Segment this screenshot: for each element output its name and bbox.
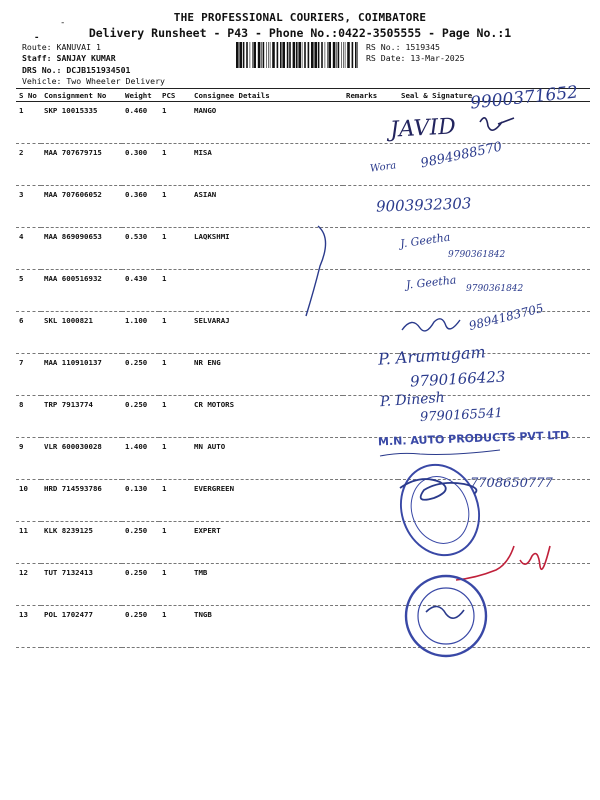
row-pcs: 1 xyxy=(159,354,191,396)
barcode-bar xyxy=(239,42,242,68)
row-consignment: KLK 8239125 xyxy=(41,522,122,564)
row-remarks xyxy=(343,102,398,144)
row-consignee: ASIAN xyxy=(191,186,343,228)
barcode-bar xyxy=(333,42,336,68)
barcode-bar xyxy=(336,42,337,68)
r1-phone-handwriting: 9900371652 xyxy=(469,82,579,114)
route-line xyxy=(22,42,101,52)
col-consignee-header: Consignee Details xyxy=(191,89,343,102)
row-consignee: LAQKSHMI xyxy=(191,228,343,270)
r4-phone-handwriting: 9790361842 xyxy=(448,250,506,260)
table-row xyxy=(16,522,590,564)
vehicle-line xyxy=(22,76,165,86)
r7-phone-handwriting: 9790166423 xyxy=(409,367,506,391)
barcode-bar xyxy=(268,42,269,68)
r10-phone-handwriting: 7708650777 xyxy=(470,476,553,491)
table-row xyxy=(16,480,590,522)
barcode-bar xyxy=(357,42,358,68)
col-signature-header: Seal & Signature xyxy=(398,89,590,102)
barcode-bar xyxy=(308,42,310,68)
barcode-bar xyxy=(253,42,256,68)
runsheet-subtitle: Delivery Runsheet - P43 - Phone No.:0422-3505555 - Page No.:1 xyxy=(88,26,512,40)
row-sno: 11 xyxy=(16,522,41,564)
row-signature xyxy=(398,144,590,186)
barcode-bar xyxy=(352,42,354,68)
row-consignee: TNGB xyxy=(191,606,343,648)
table-row xyxy=(16,564,590,606)
barcode-bar xyxy=(258,42,261,68)
drs-value: DCJB151934501 xyxy=(66,65,131,75)
row-consignee: EXPERT xyxy=(191,522,343,564)
r1-name-signature: JAVID xyxy=(389,114,457,143)
r2-note-handwriting: Wora xyxy=(369,160,398,175)
row-consignee: TMB xyxy=(191,564,343,606)
barcode-bar xyxy=(236,42,239,68)
barcode-bar xyxy=(328,42,331,68)
col-weight-header: Weight xyxy=(122,89,159,102)
row-sno: 5 xyxy=(16,270,41,312)
row-sno: 6 xyxy=(16,312,41,354)
r7-name-signature: P. Arumugam xyxy=(377,342,487,369)
col-remarks-header: Remarks xyxy=(343,89,398,102)
row-weight: 1.100 xyxy=(122,312,159,354)
row-sno: 1 xyxy=(16,102,41,144)
row-consignee: MISA xyxy=(191,144,343,186)
barcode-bar xyxy=(341,42,342,68)
barcode-bar xyxy=(302,42,303,68)
row-weight: 0.250 xyxy=(122,396,159,438)
table-row xyxy=(16,102,590,144)
row-weight: 0.430 xyxy=(122,270,159,312)
rs-no-label: RS No.: xyxy=(366,42,401,52)
staff-value: SANJAY KUMAR xyxy=(56,53,116,63)
row-remarks xyxy=(343,564,398,606)
row-weight: 0.250 xyxy=(122,522,159,564)
barcode-bar xyxy=(355,42,357,68)
barcode-bar xyxy=(298,42,301,68)
barcode-bar xyxy=(282,42,285,68)
row-consignment: VLR 600030028 xyxy=(41,438,122,480)
row-remarks xyxy=(343,144,398,186)
row-consignment: MAA 707606052 xyxy=(41,186,122,228)
table-header-row xyxy=(16,89,590,102)
row-signature xyxy=(398,228,590,270)
row-remarks xyxy=(343,396,398,438)
barcode-bar xyxy=(345,42,346,68)
row-pcs: 1 xyxy=(159,438,191,480)
row-consignee: MANGO xyxy=(191,102,343,144)
barcode-bar xyxy=(270,42,271,68)
row-pcs: 1 xyxy=(159,564,191,606)
row-pcs: 1 xyxy=(159,270,191,312)
mn-auto-stamp: M.N. AUTO PRODUCTS PVT LTD xyxy=(377,428,570,449)
barcode-bar xyxy=(304,42,306,68)
row-consignment: MAA 869090653 xyxy=(41,228,122,270)
row-pcs: 1 xyxy=(159,606,191,648)
row-remarks xyxy=(343,354,398,396)
row-remarks xyxy=(343,312,398,354)
row-consignee: EVERGREEN xyxy=(191,480,343,522)
barcode-bar xyxy=(246,42,248,68)
row-signature xyxy=(398,270,590,312)
barcode-bar xyxy=(272,42,275,68)
row-consignee: NR ENG xyxy=(191,354,343,396)
barcode-bar xyxy=(293,42,296,68)
r5-phone-handwriting: 9790361842 xyxy=(466,284,524,294)
row-sno: 4 xyxy=(16,228,41,270)
col-sno-header: S No xyxy=(16,89,41,102)
dash-mark: - xyxy=(34,33,40,43)
row-signature xyxy=(398,480,590,522)
r5-name-signature: J. Geetha xyxy=(405,273,457,292)
row-weight: 0.130 xyxy=(122,480,159,522)
row-weight: 0.250 xyxy=(122,606,159,648)
barcode-bar xyxy=(343,42,344,68)
row-sno: 12 xyxy=(16,564,41,606)
rs-date-value: 13-Mar-2025 xyxy=(410,53,465,63)
row-sno: 8 xyxy=(16,396,41,438)
row-pcs: 1 xyxy=(159,522,191,564)
barcode-bar xyxy=(252,42,253,68)
barcode-bar xyxy=(266,42,267,68)
row-consignee: SELVARAJ xyxy=(191,312,343,354)
row-weight: 1.400 xyxy=(122,438,159,480)
rs-date-line xyxy=(366,53,465,63)
barcode xyxy=(236,42,358,68)
row-signature xyxy=(398,102,590,144)
row-remarks xyxy=(343,606,398,648)
col-pcs-header: PCS xyxy=(159,89,191,102)
barcode-bar xyxy=(289,42,291,68)
row-remarks xyxy=(343,186,398,228)
runsheet-table xyxy=(16,88,590,648)
row-signature xyxy=(398,606,590,648)
staff-line xyxy=(22,53,116,63)
barcode-bar xyxy=(243,42,245,68)
route-value: KANUVAI 1 xyxy=(56,42,101,52)
row-consignment: TRP 7913774 xyxy=(41,396,122,438)
r8-name-signature: P. Dinesh xyxy=(379,389,446,411)
row-pcs: 1 xyxy=(159,102,191,144)
table-row xyxy=(16,186,590,228)
dash-mark-2: - xyxy=(60,18,66,28)
r8-phone-handwriting: 9790165541 xyxy=(419,405,504,426)
row-consignment: SKP 10015335 xyxy=(41,102,122,144)
row-sno: 2 xyxy=(16,144,41,186)
row-remarks xyxy=(343,522,398,564)
vehicle-label: Vehicle: xyxy=(22,76,62,86)
row-consignment: SKL 1000821 xyxy=(41,312,122,354)
table-row xyxy=(16,438,590,480)
row-signature xyxy=(398,522,590,564)
row-weight: 0.250 xyxy=(122,354,159,396)
row-consignee xyxy=(191,270,343,312)
r6-phone-handwriting: 9894183705 xyxy=(467,300,545,334)
barcode-bar xyxy=(314,42,317,68)
barcode-bar xyxy=(318,42,320,68)
row-weight: 0.250 xyxy=(122,564,159,606)
row-signature xyxy=(398,564,590,606)
company-title: THE PROFESSIONAL COURIERS, COIMBATORE xyxy=(173,11,427,24)
route-label: Route: xyxy=(22,42,52,52)
row-pcs: 1 xyxy=(159,144,191,186)
drs-line xyxy=(22,65,130,75)
vehicle-value: Two Wheeler Delivery xyxy=(66,76,165,86)
barcode-bar xyxy=(250,42,251,68)
barcode-bar xyxy=(327,42,328,68)
row-signature xyxy=(398,312,590,354)
barcode-bar xyxy=(321,42,323,68)
barcode-bar xyxy=(296,42,298,68)
barcode-bar xyxy=(338,42,340,68)
row-weight: 0.460 xyxy=(122,102,159,144)
table-row xyxy=(16,228,590,270)
row-pcs: 1 xyxy=(159,312,191,354)
barcode-bar xyxy=(287,42,289,68)
table-row xyxy=(16,396,590,438)
barcode-bar xyxy=(261,42,262,68)
row-consignment: MAA 600516932 xyxy=(41,270,122,312)
row-consignee: CR MOTORS xyxy=(191,396,343,438)
row-pcs: 1 xyxy=(159,228,191,270)
barcode-bar xyxy=(280,42,282,68)
row-consignment: TUT 7132413 xyxy=(41,564,122,606)
r4-name-signature: J. Geetha xyxy=(399,230,452,251)
r2-phone-handwriting: 9894988570 xyxy=(419,139,504,172)
row-weight: 0.530 xyxy=(122,228,159,270)
row-weight: 0.360 xyxy=(122,186,159,228)
row-consignment: MAA 707679715 xyxy=(41,144,122,186)
barcode-bar xyxy=(277,42,279,68)
row-pcs: 1 xyxy=(159,186,191,228)
staff-label: Staff: xyxy=(22,53,52,63)
rs-no-line xyxy=(366,42,440,52)
row-consignment: MAA 110910137 xyxy=(41,354,122,396)
barcode-bar xyxy=(347,42,350,68)
table-row xyxy=(16,354,590,396)
table-row xyxy=(16,312,590,354)
row-signature xyxy=(398,186,590,228)
row-remarks xyxy=(343,480,398,522)
rs-no-value: 1519345 xyxy=(405,42,440,52)
row-sno: 3 xyxy=(16,186,41,228)
row-sno: 13 xyxy=(16,606,41,648)
row-consignment: HRD 714593786 xyxy=(41,480,122,522)
row-signature xyxy=(398,354,590,396)
rs-date-label: RS Date: xyxy=(366,53,406,63)
row-remarks xyxy=(343,438,398,480)
row-signature xyxy=(398,438,590,480)
r3-phone-handwriting: 9003932303 xyxy=(375,194,472,216)
row-remarks xyxy=(343,270,398,312)
barcode-bar xyxy=(311,42,314,68)
table-row xyxy=(16,144,590,186)
table-row xyxy=(16,606,590,648)
row-pcs: 1 xyxy=(159,396,191,438)
barcode-bar xyxy=(263,42,265,68)
row-pcs: 1 xyxy=(159,480,191,522)
row-remarks xyxy=(343,228,398,270)
row-sno: 10 xyxy=(16,480,41,522)
drs-label: DRS No.: xyxy=(22,65,62,75)
row-sno: 7 xyxy=(16,354,41,396)
barcode-bar xyxy=(325,42,326,68)
col-consignment-header: Consignment No xyxy=(41,89,122,102)
row-consignee: MN AUTO xyxy=(191,438,343,480)
row-signature xyxy=(398,396,590,438)
row-consignment: POL 1702477 xyxy=(41,606,122,648)
table-row xyxy=(16,270,590,312)
row-weight: 0.300 xyxy=(122,144,159,186)
row-sno: 9 xyxy=(16,438,41,480)
